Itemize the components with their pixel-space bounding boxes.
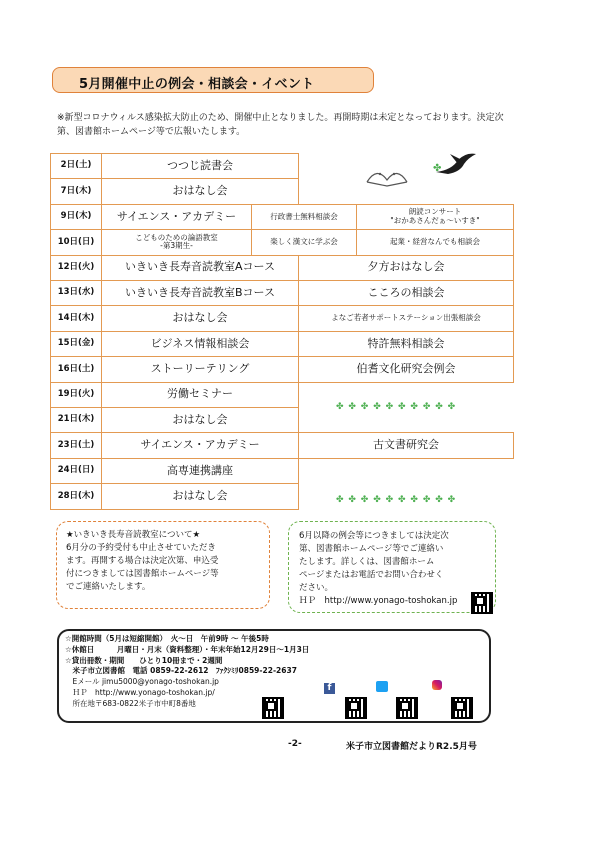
- email-address[interactable]: Eメール jimu5000@yonago-toshokan.jp: [65, 677, 219, 687]
- qr-code-icon: [471, 592, 493, 614]
- instagram-icon[interactable]: [432, 680, 442, 690]
- schedule-date: 10日(日): [50, 229, 102, 255]
- clover-row-decoration: ✤ ✤ ✤ ✤ ✤ ✤ ✤ ✤ ✤ ✤: [336, 495, 457, 505]
- schedule-date: 7日(木): [50, 178, 102, 204]
- june-events-notice-box: [288, 521, 496, 613]
- schedule-date: 21日(木): [50, 407, 102, 433]
- schedule-event: 古文書研究会: [298, 432, 514, 458]
- schedule-event: 労働セミナー: [101, 382, 299, 408]
- newsletter-issue: 米子市立図書館だよりR2.5月号: [346, 742, 477, 752]
- schedule-event: 高専連携講座: [101, 458, 299, 484]
- page-number: -2-: [288, 739, 302, 749]
- library-info-text: ☆開館時間（5月は短縮開館） 火〜日 午前9時 〜 午後5時 ☆休館日 月曜日・月末（資料整理）・年末年始12月29日〜1月3日 ☆貸出冊数・期間 ひとり10冊まで・2週間 米子市立図書館 電話 0859-22-2612 ﾌｧｸｼﾐﾘ0859-22-2637 Eメール jimu5000@yonago-toshokan.jp ＨＰ http://www.yonago-toshokan.jp/ 所在地〒683-0822米子市中町8番地: [65, 634, 310, 708]
- schedule-event: サイエンス・アカデミー: [101, 432, 299, 458]
- qr-code-icon: [345, 697, 367, 719]
- schedule-date: 23日(土): [50, 432, 102, 458]
- section-title: 5月開催中止の例会・相談会・イベント: [79, 77, 315, 92]
- clover-icon: ✤: [433, 163, 443, 174]
- ondoku-notice-box: [56, 521, 270, 609]
- event-schedule-table: [50, 153, 514, 508]
- section-title-box: [52, 67, 374, 93]
- library-info-box: [57, 629, 491, 723]
- schedule-event: おはなし会: [101, 178, 299, 204]
- schedule-event: 楽しく漢文に学ぶ会: [251, 229, 357, 255]
- june-notice-text: 6月以降の例会等につきましては決定次 第、図書館ホームページ等でご連絡い たします。詳しくは、図書館ホーム ページまたはお電話でお問い合わせく ださい。 ＨＰ http://www.yonago-toshokan.jp: [299, 531, 458, 606]
- schedule-event: 夕方おはなし会: [298, 255, 514, 281]
- schedule-event: 行政書士無料相談会: [251, 204, 357, 230]
- schedule-event: つつじ読書会: [101, 153, 299, 179]
- schedule-event: ストーリーテリング: [101, 356, 299, 382]
- schedule-event: 特許無料相談会: [298, 331, 514, 357]
- qr-code-icon: [451, 697, 473, 719]
- book-icon: [362, 160, 412, 190]
- ondoku-notice-heading: ★いきいき長寿音読教室について★: [66, 530, 201, 540]
- schedule-event: いきいき長寿音読教室Aコース: [101, 255, 299, 281]
- schedule-event: 起業・経営なんでも相談会: [356, 229, 514, 255]
- schedule-event: よなご若者サポートステーション出張相談会: [298, 305, 514, 331]
- schedule-date: 28日(木): [50, 483, 102, 509]
- schedule-date: 16日(土): [50, 356, 102, 382]
- website-url[interactable]: ＨＰ http://www.yonago-toshokan.jp/: [65, 687, 215, 697]
- homepage-link[interactable]: ＨＰ http://www.yonago-toshokan.jp: [299, 596, 458, 606]
- schedule-event: サイエンス・アカデミー: [101, 204, 252, 230]
- schedule-date: 24日(日): [50, 458, 102, 484]
- schedule-event: 伯耆文化研究会例会: [298, 356, 514, 382]
- twitter-icon[interactable]: [376, 681, 388, 692]
- schedule-date: 13日(水): [50, 280, 102, 306]
- schedule-date: 14日(木): [50, 305, 102, 331]
- schedule-event: おはなし会: [101, 407, 299, 433]
- schedule-event: いきいき長寿音読教室Bコース: [101, 280, 299, 306]
- qr-code-icon: [262, 697, 284, 719]
- schedule-date: 15日(金): [50, 331, 102, 357]
- schedule-date: 19日(火): [50, 382, 102, 408]
- schedule-event: おはなし会: [101, 483, 299, 509]
- facebook-icon[interactable]: f: [324, 683, 335, 694]
- ondoku-notice-text: ★いきいき長寿音読教室について★ 6月分の予約受付も中止させていただき ます。再開する場合は決定次第、申込受 付につきましては図書館ホームページ等 でご連絡いたします。: [66, 530, 219, 592]
- schedule-event: こどものための論語教室 -第3期生-: [101, 229, 252, 255]
- schedule-event: おはなし会: [101, 305, 299, 331]
- schedule-date: 12日(火): [50, 255, 102, 281]
- schedule-date: 9日(木): [50, 204, 102, 230]
- clover-row-decoration: ✤ ✤ ✤ ✤ ✤ ✤ ✤ ✤ ✤ ✤: [336, 402, 457, 412]
- schedule-event: ビジネス情報相談会: [101, 331, 299, 357]
- schedule-date: 2日(土): [50, 153, 102, 179]
- notice-text: ※新型コロナウィルス感染拡大防止のため、開催中止となりました。再開時期は未定となっております。決定次第、図書館ホームページ等で広報いたします。: [57, 113, 504, 137]
- schedule-event: こころの相談会: [298, 280, 514, 306]
- schedule-event: 朗読コンサート "おかあさんだぁ〜いすき": [356, 204, 514, 230]
- qr-code-icon: [396, 697, 418, 719]
